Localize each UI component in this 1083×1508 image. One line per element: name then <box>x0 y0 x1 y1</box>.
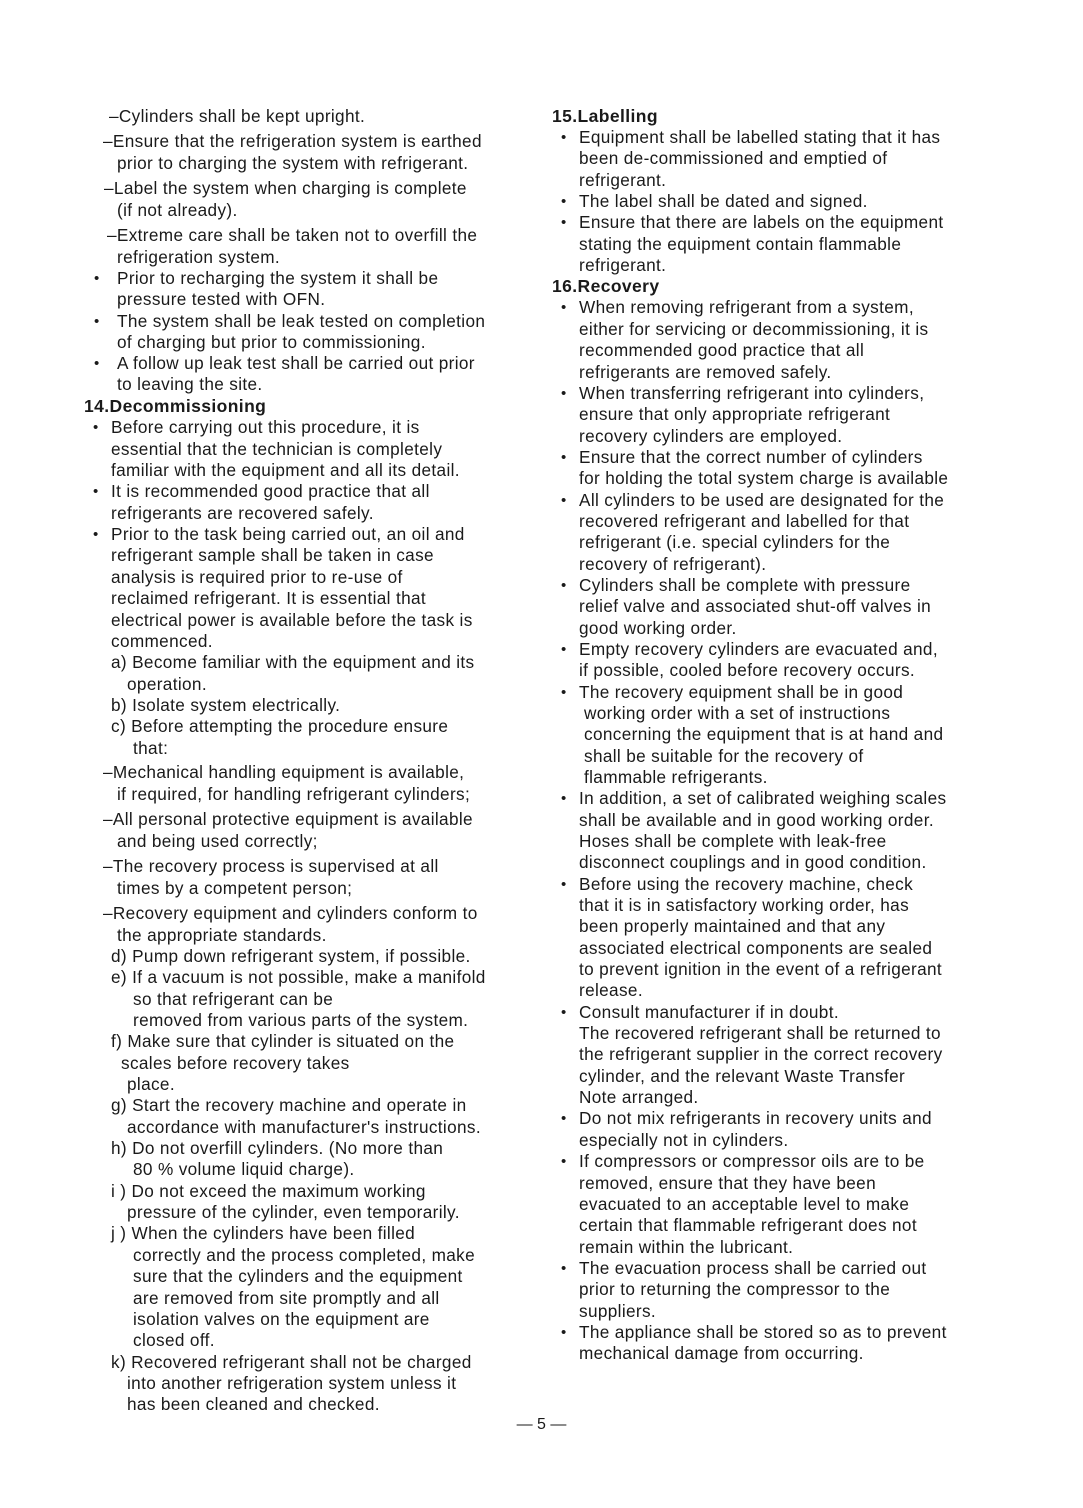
text-line: mechanical damage from occurring. <box>579 1343 864 1363</box>
text-line: sure that the cylinders and the equipment <box>133 1266 463 1286</box>
bullet-icon: • <box>561 577 567 594</box>
bullet-icon: • <box>561 641 567 658</box>
text-line: evacuated to an acceptable level to make <box>579 1194 910 1214</box>
bullet-icon: • <box>93 526 99 543</box>
text-line: The label shall be dated and signed. <box>579 191 868 211</box>
text-line: suppliers. <box>579 1301 657 1321</box>
text-line: The evacuation process shall be carried out <box>579 1258 927 1278</box>
text-line: 80 % volume liquid charge). <box>133 1159 355 1179</box>
text-line: prior to returning the compressor to the <box>579 1279 891 1299</box>
section-heading-recovery: 16.Recovery <box>552 276 660 296</box>
text-line: removed, ensure that they have been <box>579 1173 876 1193</box>
text-line: commenced. <box>111 631 213 651</box>
bullet-icon: • <box>561 449 567 466</box>
text-line: e) If a vacuum is not possible, make a manifold <box>111 967 486 987</box>
text-line: –Label the system when charging is complete <box>104 178 467 198</box>
text-line: –All personal protective equipment is available <box>103 809 473 829</box>
bullet-icon: • <box>561 129 567 146</box>
text-line: The recovered refrigerant shall be returned to <box>579 1023 941 1043</box>
text-line: analysis is required prior to re-use of <box>111 567 403 587</box>
text-line: (if not already). <box>117 200 238 220</box>
text-line: shall be available and in good working order. <box>579 810 934 830</box>
text-line: cylinder, and the relevant Waste Transfer <box>579 1066 906 1086</box>
text-line: if possible, cooled before recovery occurs. <box>579 660 916 680</box>
text-line: When transferring refrigerant into cylinders, <box>579 383 925 403</box>
text-line: All cylinders to be used are designated for the <box>579 490 945 510</box>
text-line: relief valve and associated shut-off valves in <box>579 596 932 616</box>
text-line: Ensure that the correct number of cylinders <box>579 447 923 467</box>
text-line: refrigeration system. <box>117 247 281 267</box>
text-line: f) Make sure that cylinder is situated on the <box>111 1031 455 1051</box>
text-line: refrigerants are removed safely. <box>579 362 832 382</box>
text-line: ensure that only appropriate refrigerant <box>579 404 891 424</box>
text-line: place. <box>127 1074 175 1094</box>
text-line: Empty recovery cylinders are evacuated and, <box>579 639 938 659</box>
text-line: g) Start the recovery machine and operate in <box>111 1095 467 1115</box>
text-line: Equipment shall be labelled stating that it has <box>579 127 941 147</box>
text-line: for holding the total system charge is available <box>579 468 949 488</box>
bullet-icon: • <box>561 1153 567 1170</box>
text-line: has been cleaned and checked. <box>127 1394 380 1414</box>
text-line: electrical power is available before the task is <box>111 610 473 630</box>
text-line: Do not mix refrigerants in recovery units and <box>579 1108 932 1128</box>
text-line: i ) Do not exceed the maximum working <box>111 1181 426 1201</box>
text-line: to prevent ignition in the event of a refrigerant <box>579 959 943 979</box>
bullet-icon: • <box>94 313 100 330</box>
bullet-icon: • <box>561 1324 567 1341</box>
text-line: The system shall be leak tested on completion <box>117 311 486 331</box>
text-line: –Recovery equipment and cylinders conform to <box>103 903 478 923</box>
text-line: good working order. <box>579 618 737 638</box>
text-line: correctly and the process completed, make <box>133 1245 476 1265</box>
page-number: — 5 — <box>516 1416 567 1433</box>
text-line: and being used correctly; <box>117 831 318 851</box>
text-line: recovery of refrigerant). <box>579 554 767 574</box>
text-line: been properly maintained and that any <box>579 916 886 936</box>
bullet-icon: • <box>561 1110 567 1127</box>
text-line: been de-commissioned and emptied of <box>579 148 888 168</box>
text-line: release. <box>579 980 643 1000</box>
text-line: k) Recovered refrigerant shall not be charged <box>111 1352 472 1372</box>
text-line: refrigerant. <box>579 255 667 275</box>
text-line: the refrigerant supplier in the correct recovery <box>579 1044 943 1064</box>
text-line: that: <box>133 738 169 758</box>
text-line: accordance with manufacturer's instructions. <box>127 1117 481 1137</box>
text-line: shall be suitable for the recovery of <box>584 746 864 766</box>
text-line: j ) When the cylinders have been filled <box>111 1223 416 1243</box>
bullet-icon: • <box>561 876 567 893</box>
text-line: Note arranged. <box>579 1087 699 1107</box>
text-line: removed from various parts of the system. <box>133 1010 469 1030</box>
text-line: either for servicing or decommissioning, it is <box>579 319 929 339</box>
text-line: –Cylinders shall be kept upright. <box>109 106 366 126</box>
text-line: –The recovery process is supervised at all <box>103 856 439 876</box>
text-line: that it is in satisfactory working order, has <box>579 895 910 915</box>
text-line: of charging but prior to commissioning. <box>117 332 426 352</box>
text-line: essential that the technician is completely <box>111 439 443 459</box>
bullet-icon: • <box>561 299 567 316</box>
text-line: recovered refrigerant and labelled for that <box>579 511 910 531</box>
text-line: The appliance shall be stored so as to prevent <box>579 1322 947 1342</box>
text-line: isolation valves on the equipment are <box>133 1309 430 1329</box>
text-line: Prior to the task being carried out, an oil and <box>111 524 465 544</box>
text-line: h) Do not overfill cylinders. (No more than <box>111 1138 444 1158</box>
bullet-icon: • <box>561 1260 567 1277</box>
text-line: disconnect couplings and in good condition. <box>579 852 927 872</box>
text-line: Ensure that there are labels on the equipment <box>579 212 944 232</box>
text-line: Cylinders shall be complete with pressure <box>579 575 911 595</box>
text-line: pressure tested with OFN. <box>117 289 326 309</box>
text-line: Before using the recovery machine, check <box>579 874 914 894</box>
section-heading-labelling: 15.Labelling <box>552 106 658 126</box>
text-line: prior to charging the system with refrigerant. <box>117 153 469 173</box>
text-line: certain that flammable refrigerant does not <box>579 1215 917 1235</box>
text-line: so that refrigerant can be <box>133 989 334 1009</box>
text-line: refrigerant. <box>579 170 667 190</box>
text-line: Consult manufacturer if in doubt. <box>579 1002 839 1022</box>
text-line: In addition, a set of calibrated weighing scales <box>579 788 947 808</box>
bullet-icon: • <box>561 214 567 231</box>
text-line: When removing refrigerant from a system, <box>579 297 914 317</box>
text-line: b) Isolate system electrically. <box>111 695 341 715</box>
text-line: refrigerants are recovered safely. <box>111 503 374 523</box>
text-line: It is recommended good practice that all <box>111 481 430 501</box>
text-line: recovery cylinders are employed. <box>579 426 843 446</box>
text-line: times by a competent person; <box>117 878 353 898</box>
text-line: pressure of the cylinder, even temporarily. <box>127 1202 460 1222</box>
text-line: A follow up leak test shall be carried out prior <box>117 353 475 373</box>
text-line: d) Pump down refrigerant system, if possible. <box>111 946 471 966</box>
bullet-icon: • <box>93 483 99 500</box>
text-line: are removed from site promptly and all <box>133 1288 440 1308</box>
bullet-icon: • <box>94 270 100 287</box>
text-line: especially not in cylinders. <box>579 1130 789 1150</box>
text-line: Prior to recharging the system it shall be <box>117 268 439 288</box>
text-line: concerning the equipment that is at hand and <box>584 724 944 744</box>
bullet-icon: • <box>561 385 567 402</box>
text-line: to leaving the site. <box>117 374 263 394</box>
bullet-icon: • <box>561 1004 567 1021</box>
bullet-icon: • <box>561 684 567 701</box>
section-heading-decommissioning: 14.Decommissioning <box>84 396 267 416</box>
text-line: flammable refrigerants. <box>584 767 768 787</box>
text-line: working order with a set of instructions <box>584 703 891 723</box>
text-line: Before carrying out this procedure, it is <box>111 417 420 437</box>
bullet-icon: • <box>93 419 99 436</box>
text-line: closed off. <box>133 1330 215 1350</box>
text-line: reclaimed refrigerant. It is essential that <box>111 588 427 608</box>
text-line: recommended good practice that all <box>579 340 865 360</box>
text-line: c) Before attempting the procedure ensure <box>111 716 449 736</box>
text-line: if required, for handling refrigerant cylinders; <box>117 784 471 804</box>
text-line: The recovery equipment shall be in good <box>579 682 904 702</box>
text-line: associated electrical components are sealed <box>579 938 933 958</box>
text-line: operation. <box>127 674 207 694</box>
text-line: remain within the lubricant. <box>579 1237 794 1257</box>
bullet-icon: • <box>94 355 100 372</box>
text-line: –Extreme care shall be taken not to overfill the <box>107 225 478 245</box>
text-line: –Ensure that the refrigeration system is earthed <box>103 131 482 151</box>
text-line: the appropriate standards. <box>117 925 327 945</box>
text-line: –Mechanical handling equipment is available, <box>103 762 465 782</box>
text-line: Hoses shall be complete with leak-free <box>579 831 887 851</box>
text-line: a) Become familiar with the equipment and its <box>111 652 475 672</box>
text-line: into another refrigeration system unless it <box>127 1373 457 1393</box>
bullet-icon: • <box>561 193 567 210</box>
text-line: If compressors or compressor oils are to be <box>579 1151 925 1171</box>
text-line: scales before recovery takes <box>121 1053 350 1073</box>
bullet-icon: • <box>561 790 567 807</box>
bullet-icon: • <box>561 492 567 509</box>
text-line: refrigerant sample shall be taken in case <box>111 545 434 565</box>
text-line: stating the equipment contain flammable <box>579 234 902 254</box>
text-line: familiar with the equipment and all its detail. <box>111 460 460 480</box>
text-line: refrigerant (i.e. special cylinders for the <box>579 532 891 552</box>
